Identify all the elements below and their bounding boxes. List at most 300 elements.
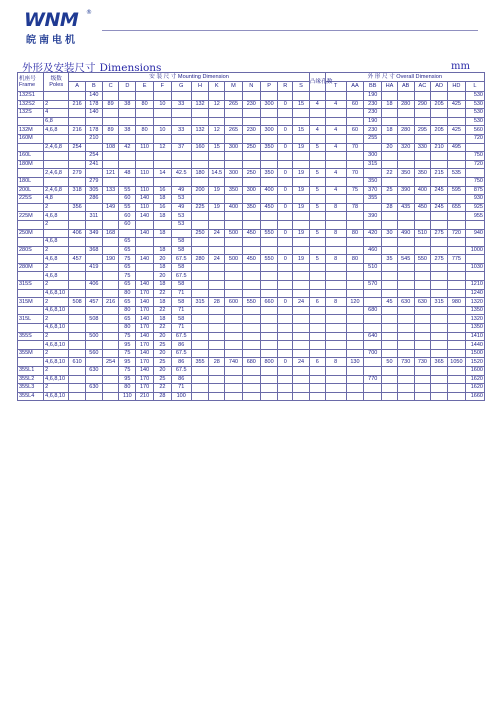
cell-h: 315 <box>191 298 209 307</box>
cell-g: 33 <box>171 126 191 135</box>
cell-bb <box>364 367 382 376</box>
cell-p <box>260 220 278 229</box>
cell-e: 170 <box>136 341 154 350</box>
cell-c <box>102 160 119 169</box>
cell-r <box>278 289 293 298</box>
cell-l: 1410 <box>465 332 484 341</box>
cell-bb <box>364 220 382 229</box>
cell-aa <box>346 220 364 229</box>
cell-aa <box>346 281 364 290</box>
cell-g: 86 <box>171 358 191 367</box>
cell-t <box>309 263 325 272</box>
cell-s <box>293 220 310 229</box>
cell-holes <box>325 324 346 333</box>
cell-holes: 4 <box>325 100 346 109</box>
cell-p <box>260 384 278 393</box>
cell-d <box>119 92 136 101</box>
cell-frame <box>18 169 44 178</box>
cell-hd: 495 <box>448 143 466 152</box>
table-row <box>18 367 485 376</box>
table-row <box>18 306 485 315</box>
table-row <box>18 324 485 333</box>
cell-r <box>278 117 293 126</box>
column-header-t: T <box>325 82 346 92</box>
cell-c <box>102 367 119 376</box>
cell-k <box>209 341 225 350</box>
cell-s: 15 <box>293 100 310 109</box>
cell-ab: 350 <box>397 169 414 178</box>
cell-a <box>69 160 86 169</box>
cell-s <box>293 263 310 272</box>
cell-frame <box>18 238 44 247</box>
cell-ad <box>431 177 448 186</box>
cell-h <box>191 289 209 298</box>
cell-h <box>191 195 209 204</box>
cell-ab <box>397 289 414 298</box>
cell-frame: 132S2 <box>18 100 44 109</box>
cell-ac <box>414 177 431 186</box>
cell-ad <box>431 212 448 221</box>
cell-b: 368 <box>86 246 103 255</box>
cell-f: 18 <box>153 281 171 290</box>
cell-r <box>278 315 293 324</box>
cell-aa: 78 <box>346 203 364 212</box>
cell-p <box>260 315 278 324</box>
cell-g: 33 <box>171 100 191 109</box>
cell-e: 140 <box>136 229 154 238</box>
cell-ab: 390 <box>397 186 414 195</box>
cell-d: 60 <box>119 220 136 229</box>
cell-h <box>191 134 209 143</box>
cell-frame: 355L3 <box>18 384 44 393</box>
cell-s <box>293 160 310 169</box>
cell-h <box>191 367 209 376</box>
cell-s: 19 <box>293 203 310 212</box>
cell-d <box>119 109 136 118</box>
cell-s <box>293 238 310 247</box>
table-row <box>18 203 485 212</box>
cell-b <box>86 220 103 229</box>
cell-aa: 80 <box>346 255 364 264</box>
cell-frame: 355L2 <box>18 375 44 384</box>
cell-frame <box>18 289 44 298</box>
cell-bb <box>364 298 382 307</box>
cell-hd <box>448 212 466 221</box>
cell-bb: 390 <box>364 212 382 221</box>
cell-s <box>293 109 310 118</box>
cell-f: 10 <box>153 100 171 109</box>
cell-ac: 730 <box>414 358 431 367</box>
cell-d: 75 <box>119 272 136 281</box>
cell-e <box>136 220 154 229</box>
cell-e: 140 <box>136 298 154 307</box>
cell-ab: 320 <box>397 143 414 152</box>
cell-bb <box>364 255 382 264</box>
cell-frame: 315M <box>18 298 44 307</box>
cell-s <box>293 212 310 221</box>
cell-k <box>209 117 225 126</box>
cell-holes <box>325 195 346 204</box>
cell-ha <box>382 238 398 247</box>
cell-ha <box>382 134 398 143</box>
cell-d <box>119 152 136 161</box>
logo-mark: WNM <box>24 9 79 31</box>
cell-n <box>242 367 260 376</box>
cell-g <box>171 160 191 169</box>
cell-h: 132 <box>191 126 209 135</box>
cell-bb: 640 <box>364 332 382 341</box>
cell-m <box>225 195 243 204</box>
cell-aa: 60 <box>346 126 364 135</box>
cell-f: 18 <box>153 212 171 221</box>
cell-p: 300 <box>260 126 278 135</box>
cell-bb <box>364 169 382 178</box>
cell-ha <box>382 109 398 118</box>
cell-ab <box>397 220 414 229</box>
column-header-b: B <box>86 82 103 92</box>
cell-t: 5 <box>309 203 325 212</box>
cell-holes <box>325 238 346 247</box>
cell-r <box>278 349 293 358</box>
title-en: Dimensions <box>99 62 162 74</box>
cell-a <box>69 384 86 393</box>
cell-s <box>293 246 310 255</box>
cell-d: 60 <box>119 212 136 221</box>
cell-c <box>102 392 119 401</box>
cell-p <box>260 324 278 333</box>
cell-p <box>260 152 278 161</box>
cell-n <box>242 220 260 229</box>
table-row <box>18 186 485 195</box>
cell-hd <box>448 315 466 324</box>
cell-p <box>260 246 278 255</box>
cell-t <box>309 177 325 186</box>
cell-h <box>191 384 209 393</box>
cell-p <box>260 109 278 118</box>
cell-ha <box>382 289 398 298</box>
cell-n <box>242 332 260 341</box>
cell-h: 160 <box>191 143 209 152</box>
cell-f: 22 <box>153 384 171 393</box>
cell-aa <box>346 392 364 401</box>
cell-r: 0 <box>278 229 293 238</box>
cell-poles: 2 <box>44 315 69 324</box>
cell-n <box>242 272 260 281</box>
cell-b: 311 <box>86 212 103 221</box>
cell-b <box>86 306 103 315</box>
cell-l: 530 <box>465 100 484 109</box>
cell-c <box>102 263 119 272</box>
cell-c: 108 <box>102 143 119 152</box>
cell-c <box>102 281 119 290</box>
cell-r <box>278 263 293 272</box>
cell-frame: 355L4 <box>18 392 44 401</box>
cell-ac: 630 <box>414 298 431 307</box>
title-cn: 外形及安装尺寸 <box>22 62 96 74</box>
cell-ha <box>382 117 398 126</box>
cell-s <box>293 341 310 350</box>
cell-hd <box>448 152 466 161</box>
cell-f <box>153 92 171 101</box>
cell-g: 37 <box>171 143 191 152</box>
cell-c: 133 <box>102 186 119 195</box>
cell-e: 140 <box>136 315 154 324</box>
cell-ab <box>397 195 414 204</box>
cell-h <box>191 375 209 384</box>
cell-n <box>242 315 260 324</box>
cell-r <box>278 152 293 161</box>
cell-hd <box>448 195 466 204</box>
cell-g: 71 <box>171 324 191 333</box>
cell-frame: 280M <box>18 263 44 272</box>
column-header-ab: AB <box>397 82 414 92</box>
cell-hd: 425 <box>448 100 466 109</box>
cell-h <box>191 152 209 161</box>
cell-f: 12 <box>153 143 171 152</box>
cell-h <box>191 392 209 401</box>
cell-ab <box>397 332 414 341</box>
cell-aa <box>346 117 364 126</box>
cell-p <box>260 212 278 221</box>
cell-f: 22 <box>153 306 171 315</box>
cell-t <box>309 238 325 247</box>
cell-poles: 4,6,8,10 <box>44 289 69 298</box>
cell-holes: 4 <box>325 126 346 135</box>
cell-aa <box>346 289 364 298</box>
cell-f: 28 <box>153 392 171 401</box>
cell-t <box>309 289 325 298</box>
brand-name-cn: 皖南电机 <box>26 35 78 46</box>
cell-m: 300 <box>225 169 243 178</box>
cell-t: 4 <box>309 126 325 135</box>
cell-frame <box>18 255 44 264</box>
cell-e: 170 <box>136 375 154 384</box>
cell-ad <box>431 375 448 384</box>
cell-ab <box>397 306 414 315</box>
cell-bb: 420 <box>364 229 382 238</box>
column-header-r: R <box>278 82 293 92</box>
cell-poles: 4,6,8 <box>44 272 69 281</box>
cell-ac <box>414 306 431 315</box>
cell-r <box>278 177 293 186</box>
table-row <box>18 255 485 264</box>
cell-m <box>225 152 243 161</box>
cell-g <box>171 117 191 126</box>
cell-e <box>136 134 154 143</box>
cell-e: 110 <box>136 169 154 178</box>
cell-ad <box>431 289 448 298</box>
cell-l: 1320 <box>465 315 484 324</box>
cell-hd <box>448 349 466 358</box>
cell-holes <box>325 349 346 358</box>
cell-e <box>136 263 154 272</box>
cell-l <box>465 169 484 178</box>
cell-h <box>191 332 209 341</box>
cell-t: 5 <box>309 229 325 238</box>
cell-ab: 730 <box>397 358 414 367</box>
cell-d: 80 <box>119 306 136 315</box>
cell-bb <box>364 143 382 152</box>
cell-holes: 8 <box>325 298 346 307</box>
cell-n <box>242 375 260 384</box>
cell-poles: 4,6,8,10 <box>44 375 69 384</box>
cell-ac <box>414 117 431 126</box>
cell-m <box>225 117 243 126</box>
cell-h <box>191 263 209 272</box>
cell-p <box>260 160 278 169</box>
cell-d: 75 <box>119 367 136 376</box>
cell-s <box>293 92 310 101</box>
cell-hd <box>448 341 466 350</box>
cell-p <box>260 195 278 204</box>
cell-ac <box>414 324 431 333</box>
cell-p <box>260 92 278 101</box>
cell-g <box>171 134 191 143</box>
cell-ab <box>397 349 414 358</box>
cell-e: 170 <box>136 384 154 393</box>
cell-m <box>225 324 243 333</box>
cell-d: 55 <box>119 203 136 212</box>
cell-g: 86 <box>171 375 191 384</box>
cell-t <box>309 160 325 169</box>
table-row <box>18 229 485 238</box>
cell-p <box>260 392 278 401</box>
cell-m: 350 <box>225 186 243 195</box>
cell-k <box>209 306 225 315</box>
cell-g: 86 <box>171 341 191 350</box>
cell-poles: 2,4,6,8 <box>44 143 69 152</box>
cell-poles: 2 <box>44 298 69 307</box>
cell-l: 1440 <box>465 341 484 350</box>
table-row <box>18 117 485 126</box>
cell-aa <box>346 263 364 272</box>
cell-frame: 160L <box>18 152 44 161</box>
cell-c <box>102 152 119 161</box>
cell-poles: 4,6,8,10 <box>44 306 69 315</box>
cell-h <box>191 109 209 118</box>
cell-r: 0 <box>278 255 293 264</box>
cell-p <box>260 349 278 358</box>
cell-aa <box>346 367 364 376</box>
cell-g: 67.5 <box>171 349 191 358</box>
cell-e: 140 <box>136 255 154 264</box>
cell-ha <box>382 375 398 384</box>
cell-a <box>69 220 86 229</box>
cell-hd: 980 <box>448 298 466 307</box>
cell-p: 800 <box>260 358 278 367</box>
cell-ac <box>414 384 431 393</box>
cell-f: 22 <box>153 324 171 333</box>
cell-f <box>153 117 171 126</box>
cell-b: 305 <box>86 186 103 195</box>
cell-k: 12 <box>209 100 225 109</box>
cell-t <box>309 109 325 118</box>
cell-l: 530 <box>465 117 484 126</box>
cell-g <box>171 92 191 101</box>
cell-bb <box>364 272 382 281</box>
cell-m <box>225 341 243 350</box>
cell-ad: 215 <box>431 169 448 178</box>
cell-aa <box>346 109 364 118</box>
cell-n <box>242 195 260 204</box>
cell-ac <box>414 289 431 298</box>
cell-ad <box>431 92 448 101</box>
column-header-a: A <box>69 82 86 92</box>
table-row <box>18 212 485 221</box>
cell-b <box>86 358 103 367</box>
frame-header: 机座号 Frame <box>18 73 44 92</box>
cell-ab <box>397 281 414 290</box>
cell-n: 230 <box>242 100 260 109</box>
cell-k <box>209 220 225 229</box>
cell-frame: 180L <box>18 177 44 186</box>
cell-hd <box>448 324 466 333</box>
cell-c: 89 <box>102 100 119 109</box>
cell-s: 19 <box>293 229 310 238</box>
cell-m <box>225 349 243 358</box>
column-header-ac: AC <box>414 82 431 92</box>
cell-m: 265 <box>225 100 243 109</box>
cell-bb <box>364 238 382 247</box>
cell-ha: 20 <box>382 143 398 152</box>
cell-l: 1210 <box>465 281 484 290</box>
cell-holes <box>325 384 346 393</box>
cell-hd <box>448 332 466 341</box>
cell-ac <box>414 134 431 143</box>
cell-h: 225 <box>191 203 209 212</box>
cell-hd <box>448 238 466 247</box>
cell-c <box>102 238 119 247</box>
cell-ac <box>414 152 431 161</box>
registered-mark: ® <box>86 9 92 16</box>
cell-s <box>293 281 310 290</box>
cell-aa <box>346 92 364 101</box>
cell-frame: 315L <box>18 315 44 324</box>
cell-s <box>293 117 310 126</box>
cell-holes <box>325 220 346 229</box>
column-header-n: N <box>242 82 260 92</box>
cell-n <box>242 212 260 221</box>
cell-t: 5 <box>309 143 325 152</box>
cell-g: 58 <box>171 298 191 307</box>
cell-r <box>278 246 293 255</box>
column-header-c: C <box>102 82 119 92</box>
cell-ac: 350 <box>414 169 431 178</box>
cell-n: 680 <box>242 358 260 367</box>
cell-b <box>86 255 103 264</box>
cell-frame <box>18 306 44 315</box>
cell-aa <box>346 384 364 393</box>
cell-ad <box>431 281 448 290</box>
cell-d: 95 <box>119 341 136 350</box>
cell-n: 550 <box>242 298 260 307</box>
cell-ac: 550 <box>414 255 431 264</box>
cell-m <box>225 384 243 393</box>
cell-b: 630 <box>86 367 103 376</box>
cell-ha <box>382 392 398 401</box>
cell-b: 178 <box>86 100 103 109</box>
cell-k <box>209 212 225 221</box>
cell-n: 300 <box>242 186 260 195</box>
cell-frame: 315S <box>18 281 44 290</box>
cell-ac <box>414 332 431 341</box>
cell-p: 550 <box>260 255 278 264</box>
table-row <box>18 152 485 161</box>
cell-m <box>225 212 243 221</box>
cell-b: 419 <box>86 263 103 272</box>
cell-ac: 290 <box>414 100 431 109</box>
cell-frame: 280S <box>18 246 44 255</box>
